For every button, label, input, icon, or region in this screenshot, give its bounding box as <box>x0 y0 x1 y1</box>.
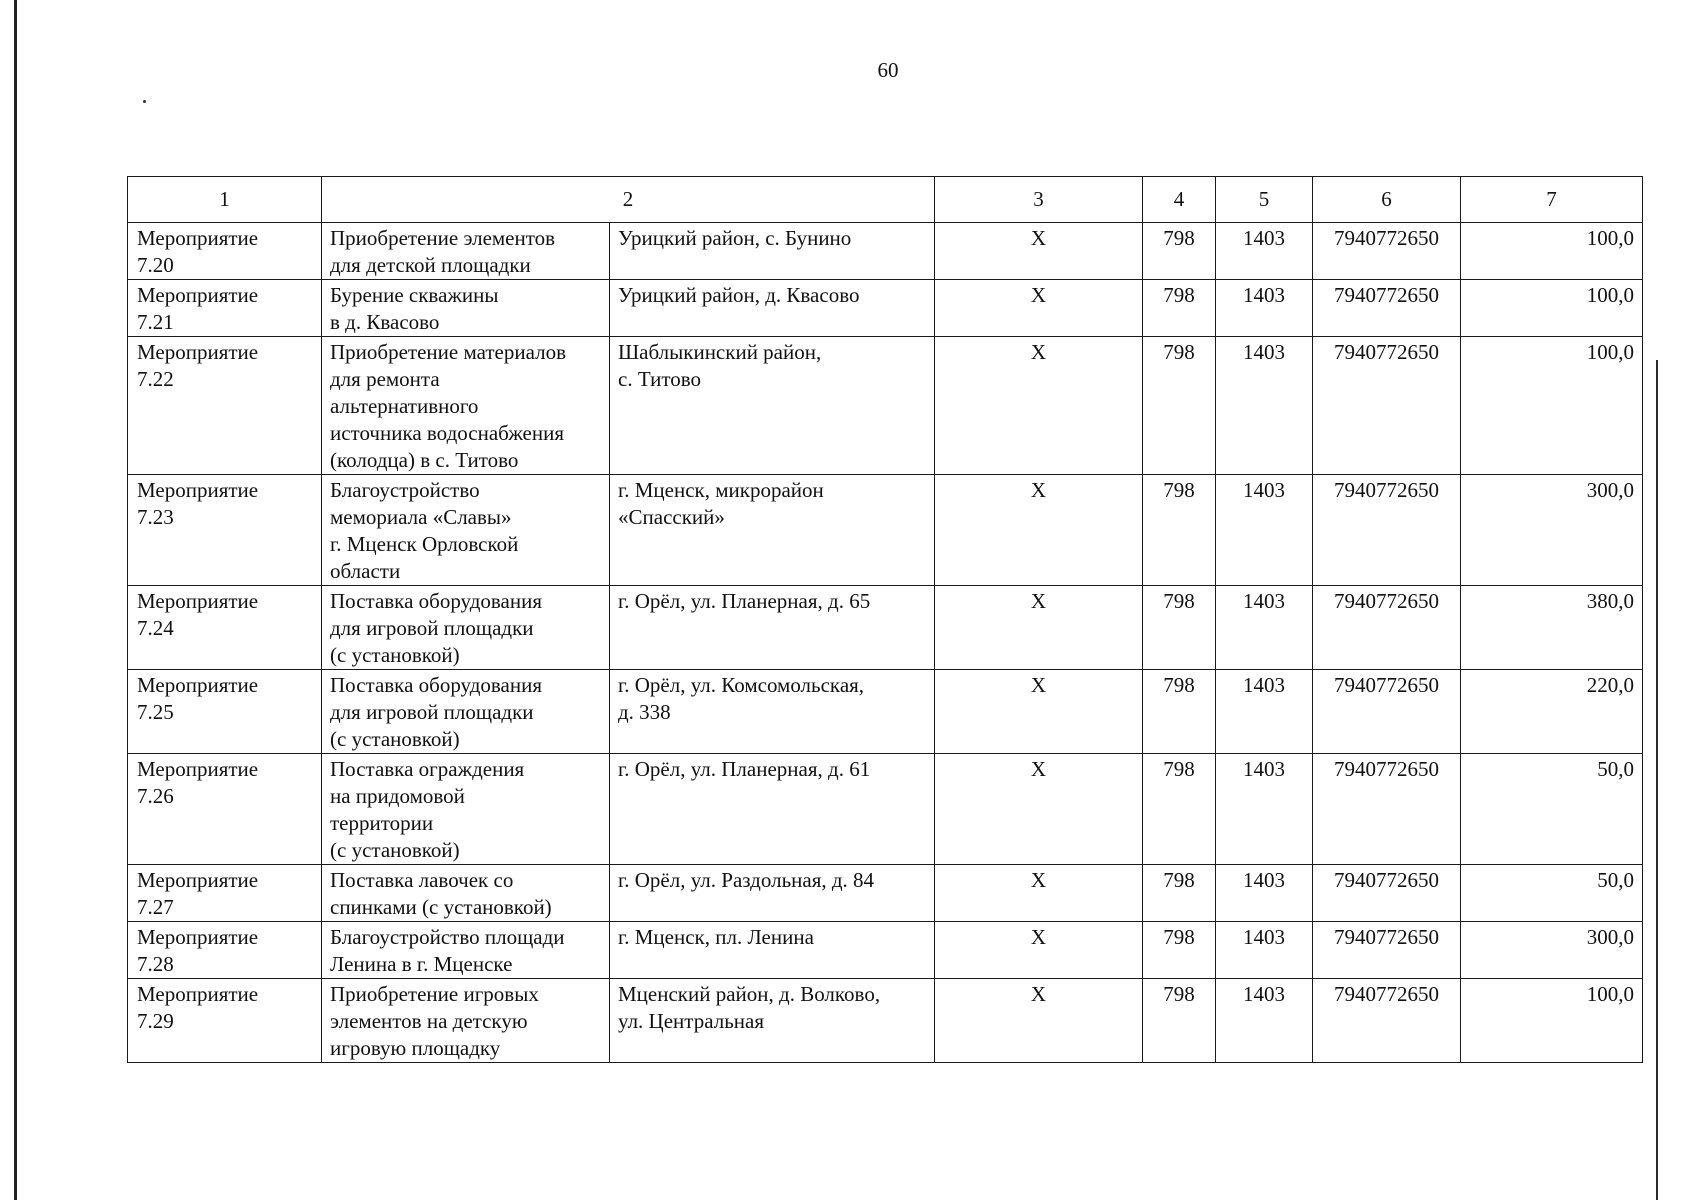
scan-left-edge <box>14 0 17 1200</box>
table-row <box>128 586 1643 670</box>
amount-cell: 100,0 <box>1461 337 1643 475</box>
code-cell: 798 <box>1143 223 1216 280</box>
table-body <box>128 223 1643 1063</box>
event-cell: Мероприятие 7.26 <box>128 754 322 865</box>
section-cell: 1403 <box>1216 337 1313 475</box>
event-cell: Мероприятие 7.23 <box>128 475 322 586</box>
amount-cell: 300,0 <box>1461 922 1643 979</box>
event-cell: Мероприятие 7.25 <box>128 670 322 754</box>
location-cell: г. Орёл, ул. Планерная, д. 61 <box>610 754 935 865</box>
scan-speck <box>143 100 146 103</box>
code-cell: 798 <box>1143 280 1216 337</box>
location-cell: Урицкий район, с. Бунино <box>610 223 935 280</box>
table-row <box>128 280 1643 337</box>
location-cell: г. Орёл, ул. Планерная, д. 65 <box>610 586 935 670</box>
target-article-cell: 7940772650 <box>1313 922 1461 979</box>
description-cell: Поставка оборудования для игровой площадки (с установкой) <box>322 670 610 754</box>
amount-cell: 300,0 <box>1461 475 1643 586</box>
description-cell: Поставка оборудования для игровой площадки (с установкой) <box>322 586 610 670</box>
amount-cell: 220,0 <box>1461 670 1643 754</box>
table-row <box>128 979 1643 1063</box>
description-cell: Приобретение игровых элементов на детскую игровую площадку <box>322 979 610 1063</box>
mark-cell: X <box>935 337 1143 475</box>
header-cell: 3 <box>935 177 1143 223</box>
location-cell: г. Мценск, микрорайон «Спасский» <box>610 475 935 586</box>
event-cell: Мероприятие 7.21 <box>128 280 322 337</box>
location-cell: Шаблыкинский район, с. Титово <box>610 337 935 475</box>
location-cell: г. Мценск, пл. Ленина <box>610 922 935 979</box>
event-cell: Мероприятие 7.28 <box>128 922 322 979</box>
description-cell: Приобретение материалов для ремонта альтернативного источника водоснабжения (колодца) в с. Титово <box>322 337 610 475</box>
target-article-cell: 7940772650 <box>1313 865 1461 922</box>
section-cell: 1403 <box>1216 586 1313 670</box>
events-table <box>127 176 1643 1063</box>
amount-cell: 50,0 <box>1461 754 1643 865</box>
scan-right-edge <box>1656 360 1658 1200</box>
amount-cell: 100,0 <box>1461 979 1643 1063</box>
target-article-cell: 7940772650 <box>1313 670 1461 754</box>
code-cell: 798 <box>1143 337 1216 475</box>
code-cell: 798 <box>1143 475 1216 586</box>
section-cell: 1403 <box>1216 223 1313 280</box>
code-cell: 798 <box>1143 586 1216 670</box>
target-article-cell: 7940772650 <box>1313 586 1461 670</box>
section-cell: 1403 <box>1216 865 1313 922</box>
code-cell: 798 <box>1143 922 1216 979</box>
target-article-cell: 7940772650 <box>1313 979 1461 1063</box>
section-cell: 1403 <box>1216 922 1313 979</box>
target-article-cell: 7940772650 <box>1313 475 1461 586</box>
mark-cell: X <box>935 586 1143 670</box>
section-cell: 1403 <box>1216 979 1313 1063</box>
location-cell: г. Орёл, ул. Комсомольская, д. 338 <box>610 670 935 754</box>
header-cell: 4 <box>1143 177 1216 223</box>
header-row <box>128 177 1643 223</box>
target-article-cell: 7940772650 <box>1313 223 1461 280</box>
table-row <box>128 865 1643 922</box>
table-row <box>128 754 1643 865</box>
page-number: 60 <box>877 58 899 82</box>
code-cell: 798 <box>1143 670 1216 754</box>
header-cell: 1 <box>128 177 322 223</box>
header-cell: 2 <box>322 177 935 223</box>
table-row <box>128 670 1643 754</box>
target-article-cell: 7940772650 <box>1313 337 1461 475</box>
table-row <box>128 337 1643 475</box>
table-row <box>128 475 1643 586</box>
code-cell: 798 <box>1143 754 1216 865</box>
mark-cell: X <box>935 922 1143 979</box>
description-cell: Поставка ограждения на придомовой территории (с установкой) <box>322 754 610 865</box>
section-cell: 1403 <box>1216 475 1313 586</box>
description-cell: Благоустройство площади Ленина в г. Мценске <box>322 922 610 979</box>
mark-cell: X <box>935 754 1143 865</box>
code-cell: 798 <box>1143 979 1216 1063</box>
table-row <box>128 223 1643 280</box>
amount-cell: 100,0 <box>1461 280 1643 337</box>
event-cell: Мероприятие 7.29 <box>128 979 322 1063</box>
location-cell: Мценский район, д. Волково, ул. Центральная <box>610 979 935 1063</box>
event-cell: Мероприятие 7.27 <box>128 865 322 922</box>
description-cell: Поставка лавочек со спинками (с установкой) <box>322 865 610 922</box>
code-cell: 798 <box>1143 865 1216 922</box>
target-article-cell: 7940772650 <box>1313 280 1461 337</box>
header-cell: 7 <box>1461 177 1643 223</box>
mark-cell: X <box>935 670 1143 754</box>
mark-cell: X <box>935 865 1143 922</box>
event-cell: Мероприятие 7.20 <box>128 223 322 280</box>
mark-cell: X <box>935 223 1143 280</box>
section-cell: 1403 <box>1216 280 1313 337</box>
description-cell: Приобретение элементов для детской площадки <box>322 223 610 280</box>
amount-cell: 380,0 <box>1461 586 1643 670</box>
event-cell: Мероприятие 7.22 <box>128 337 322 475</box>
amount-cell: 100,0 <box>1461 223 1643 280</box>
amount-cell: 50,0 <box>1461 865 1643 922</box>
description-cell: Бурение скважины в д. Квасово <box>322 280 610 337</box>
target-article-cell: 7940772650 <box>1313 754 1461 865</box>
mark-cell: X <box>935 979 1143 1063</box>
mark-cell: X <box>935 280 1143 337</box>
description-cell: Благоустройство мемориала «Славы» г. Мценск Орловской области <box>322 475 610 586</box>
section-cell: 1403 <box>1216 670 1313 754</box>
location-cell: г. Орёл, ул. Раздольная, д. 84 <box>610 865 935 922</box>
location-cell: Урицкий район, д. Квасово <box>610 280 935 337</box>
header-cell: 5 <box>1216 177 1313 223</box>
header-cell: 6 <box>1313 177 1461 223</box>
mark-cell: X <box>935 475 1143 586</box>
table-row <box>128 922 1643 979</box>
section-cell: 1403 <box>1216 754 1313 865</box>
event-cell: Мероприятие 7.24 <box>128 586 322 670</box>
